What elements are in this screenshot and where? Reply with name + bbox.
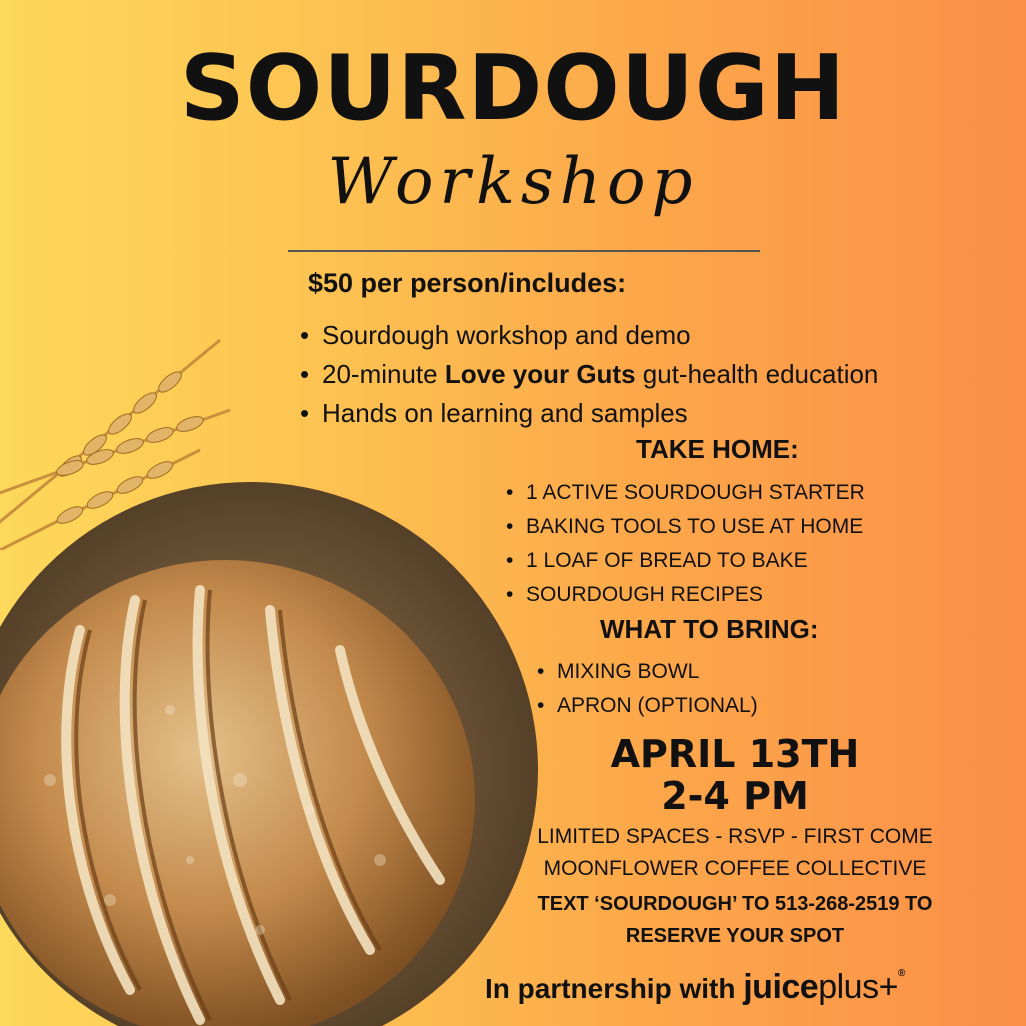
take-home-item: • BAKING TOOLS TO USE AT HOME: [526, 510, 865, 544]
what-to-bring-heading: WHAT TO BRING:: [600, 614, 819, 644]
take-home-item: • 1 ACTIVE SOURDOUGH STARTER: [526, 476, 865, 510]
poster-subtitle: Workshop: [327, 145, 699, 219]
what-to-bring-list: [557, 655, 758, 723]
sourdough-loaf-image: [0, 480, 540, 1026]
includes-item: • Sourdough workshop and demo: [322, 316, 878, 355]
includes-item: • 20-minute Love your Guts gut-health education: [322, 355, 878, 394]
rsvp-text-line-2: RESERVE YOUR SPOT: [625, 925, 845, 947]
includes-item: • Hands on learning and samples: [322, 394, 878, 433]
event-time: 2-4 PM: [661, 774, 809, 818]
wheat-stalks-image: [0, 300, 290, 550]
take-home-item: • 1 LOAF OF BREAD TO BAKE: [526, 544, 865, 578]
limited-spaces-note: LIMITED SPACES - RSVP - FIRST COME: [537, 825, 933, 848]
rsvp-text-line-1: TEXT ‘SOURDOUGH’ TO 513-268-2519 TO: [537, 893, 933, 915]
bring-item: • MIXING BOWL: [557, 655, 758, 689]
venue-name: MOONFLOWER COFFEE COLLECTIVE: [543, 857, 927, 880]
take-home-list: [526, 476, 865, 612]
event-date: APRIL 13TH: [610, 732, 860, 776]
price-line: $50 per person/includes:: [308, 268, 627, 298]
includes-list: [322, 316, 878, 433]
bring-item: • APRON (OPTIONAL): [557, 689, 758, 723]
juiceplus-logo: juiceplus+®: [743, 968, 905, 1006]
title-divider: [288, 250, 760, 252]
take-home-item: • SOURDOUGH RECIPES: [526, 578, 865, 612]
partnership-line: In partnership with juiceplus+®: [485, 968, 905, 1006]
take-home-heading: TAKE HOME:: [636, 434, 799, 464]
poster-title: SOURDOUGH: [179, 36, 847, 141]
